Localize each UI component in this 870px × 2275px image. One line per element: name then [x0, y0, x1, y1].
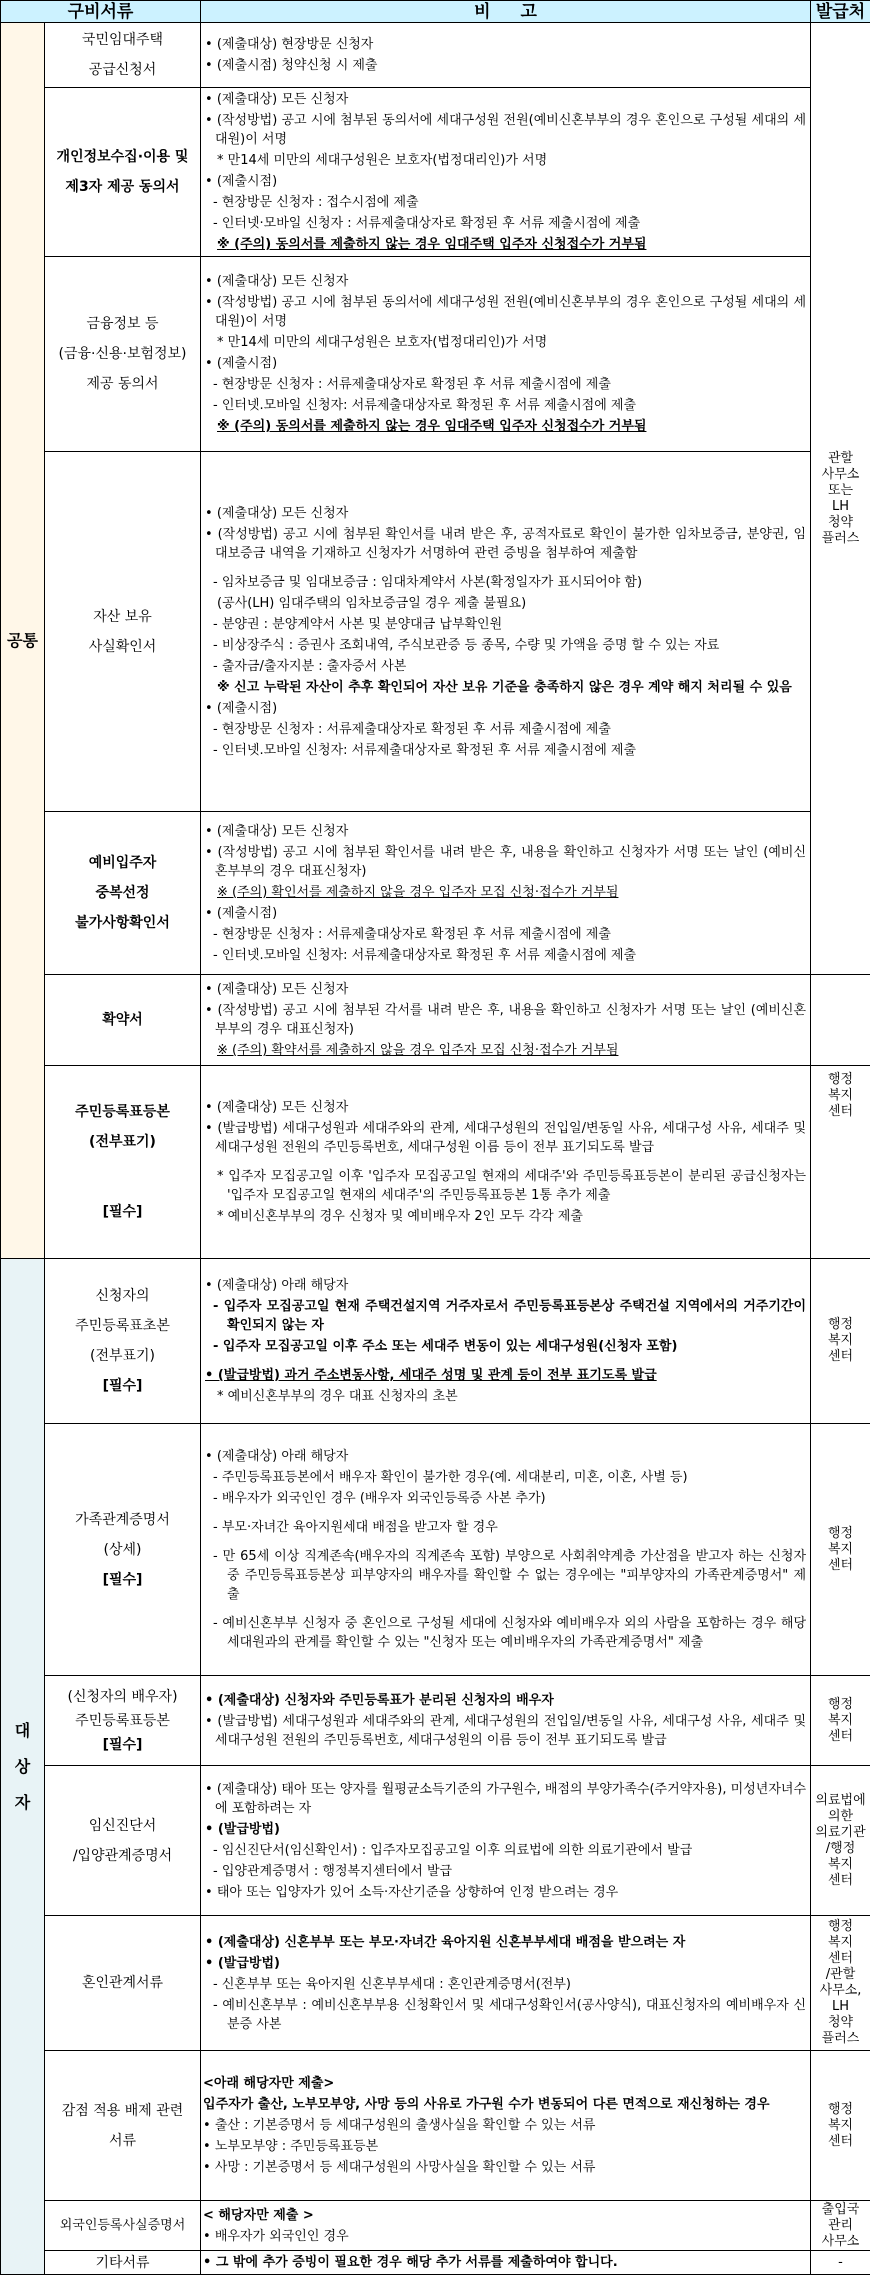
- issuer-none: -: [811, 2251, 870, 2275]
- remark-cell: • (제출대상) 모든 신청자 • (작성방법) 공고 시에 첨부된 동의서에 세대구성원 전원(예비신혼부부의 경우 혼인으로 구성될 세대의 세대원)이 서명 * 만14세 미만의 세대구성원은 보호자(법정대리인)가 서명 • (제출시점) - 현장방문 신청자 : 접수시점에 제출 - 인터넷·모바일 신청자 : 서류제출대상자로 확정된 후 서류 제출시점에 제출 ※ (주의) 동의서를 제출하지 않는 경우 임대주택 입주자 신청접수가 거부됨: [201, 88, 811, 257]
- remark-cell: • 그 밖에 추가 증빙이 필요한 경우 해당 추가 서류를 제출하여야 합니다.: [201, 2251, 811, 2275]
- table-row: [1, 1424, 870, 1676]
- table-row: [1, 2201, 870, 2251]
- doc-name: (신청자의 배우자) 주민등록표등본 [필수]: [45, 1676, 201, 1766]
- table-row: [1, 257, 870, 452]
- remark-cell: • (제출대상) 모든 신청자 • (작성방법) 공고 시에 첨부된 확인서를 내려 받은 후, 내용을 확인하고 신청자가 서명 또는 날인 (예비신혼부부의 경우 대표신청자) ※ (주의) 확인서를 제출하지 않을 경우 입주자 모집 신청·접수가 거부됨 • (제출시점) - 현장방문 신청자 : 서류제출대상자로 확정된 후 서류 제출시점에 제출 - 인터넷.모바일 신청자: 서류제출대상자로 확정된 후 서류 제출시점에 제출: [201, 812, 811, 975]
- issuer-lh: 관할 사무소 또는 LH 청약 플러스: [811, 23, 870, 975]
- table-row: [1, 975, 870, 1066]
- remark-cell: • (제출대상) 태아 또는 양자를 월평균소득기준의 가구원수, 배점의 부양가족수(주거약자용), 미성년자녀수에 포함하려는 자 • (발급방법) - 임신진단서(임신확인서) : 입주자모집공고일 이후 의료법에 의한 의료기관에서 발급 - 입양관계증명서 : 행정복지센터에서 발급 • 태아 또는 입양자가 있어 소득·자산기준을 상향하여 인정 받으려는 경우: [201, 1766, 811, 1916]
- issuer-welfare: 행정 복지 센터: [811, 1259, 870, 1424]
- remark-cell: • (제출대상) 모든 신청자 • (작성방법) 공고 시에 첨부된 확인서를 내려 받은 후, 공적자료로 확인이 불가한 임차보증금, 분양권, 임대보증금 내역을 기재하고 신청자가 서명하여 관련 증빙을 첨부하여 제출함 - 임차보증금 및 임대보증금 : 임대차계약서 사본(확정일자가 표시되어야 함) (공사(LH) 임대주택의 임차보증금일 경우 제출 불필요) - 분양권 : 분양계약서 사본 및 분양대금 납부확인원 - 비상장주식 : 증권사 조회내역, 주식보관증 등 종목, 수량 및 가액을 증명 할 수 있는 자료 - 출자금/출자지분 : 출자증서 사본 ※ 신고 누락된 자산이 추후 확인되어 자산 보유 기준을 충족하지 않은 경우 계약 해지 처리될 수 있음 • (제출시점) - 현장방문 신청자 : 서류제출대상자로 확정된 후 서류 제출시점에 제출 - 인터넷.모바일 신청자: 서류제출대상자로 확정된 후 서류 제출시점에 제출: [201, 452, 811, 812]
- issuer-immigration: 출입국 관리 사무소: [811, 2201, 870, 2251]
- remark-cell: <아래 해당자만 제출> 입주자가 출산, 노부모부양, 사망 등의 사유로 가구원 수가 변동되어 다른 면적으로 재신청하는 경우 • 출산 : 기본증명서 등 세대구성원의 출생사실을 확인할 수 있는 서류 • 노부모부양 : 주민등록표등본 • 사망 : 기본증명서 등 세대구성원의 사망사실을 확인할 수 있는 서류: [201, 2051, 811, 2201]
- header-issuer: 발급처: [811, 1, 870, 23]
- issuer-empty: [811, 975, 870, 1066]
- table-row: [1, 1916, 870, 2051]
- doc-name: 예비입주자 중복선정 불가사항확인서: [45, 812, 201, 975]
- group-common-label: 공통: [7, 623, 38, 659]
- table-row: [1, 23, 870, 88]
- remark-cell: • (제출대상) 모든 신청자 • (작성방법) 공고 시에 첨부된 각서를 내려 받은 후, 내용을 확인하고 신청자가 서명 또는 날인 (예비신혼부부의 경우 대표신청자) ※ (주의) 확약서를 제출하지 않을 경우 입주자 모집 신청·접수가 거부됨: [201, 975, 811, 1066]
- remark-cell: • (제출대상) 아래 해당자 - 주민등록표등본에서 배우자 확인이 불가한 경우(예. 세대분리, 미혼, 이혼, 사별 등) - 배우자가 외국인인 경우 (배우자 외국인등록증 사본 추가) - 부모·자녀간 육아지원세대 배점을 받고자 할 경우 - 만 65세 이상 직계존속(배우자의 직계존속 포함) 부양으로 사회취약계층 가산점을 받고자 하는 신청자 중 주민등록표등본상 피부양자의 배우자를 확인할 수 없는 경우에는 "피부양자의 가족관계증명서" 제출 - 예비신혼부부 신청자 중 혼인으로 구성될 세대에 신청자와 예비배우자 외의 사람을 포함하는 경우 해당 세대원과의 관계를 확인할 수 있는 "신청자 또는 예비배우자의 가족관계증명서" 제출: [201, 1424, 811, 1676]
- remark-cell: • (제출대상) 신혼부부 또는 부모·자녀간 육아지원 신혼부부세대 배점을 받으려는 자 • (발급방법) - 신혼부부 또는 육아지원 신혼부부세대 : 혼인관계증명서(전부) - 예비신혼부부 : 예비신혼부부용 신청확인서 및 세대구성확인서(공사양식), 대표신청자의 예비배우자 신분증 사본: [201, 1916, 811, 2051]
- remark-cell: • (제출대상) 아래 해당자 - 입주자 모집공고일 현재 주택건설지역 거주자로서 주민등록표등본상 주택건설 지역에서의 거주기간이 확인되지 않는 자 - 입주자 모집공고일 이후 주소 또는 세대주 변동이 있는 세대구성원(신청자 포함) • (발급방법) 과거 주소변동사항, 세대주 성명 및 관계 등이 전부 표기도록 발급 * 예비신혼부부의 경우 대표 신청자의 초본: [201, 1259, 811, 1424]
- doc-name: 외국인등록사실증명서: [45, 2201, 201, 2251]
- doc-name: 주민등록표등본 (전부표기) [필수]: [45, 1066, 201, 1259]
- doc-name: 자산 보유 사실확인서: [45, 452, 201, 812]
- table-row: [1, 812, 870, 975]
- doc-name: 개인정보수집·이용 및 제3자 제공 동의서: [45, 88, 201, 257]
- doc-name: 국민임대주택 공급신청서: [45, 23, 201, 88]
- header-documents: 구비서류: [1, 1, 201, 23]
- remark-cell: • (제출대상) 현장방문 신청자 • (제출시점) 청약신청 시 제출: [201, 23, 811, 88]
- table-row: [1, 1676, 870, 1766]
- issuer-welfare: 행정 복지 센터: [811, 1066, 870, 1259]
- remark-cell: • (제출대상) 모든 신청자 • (작성방법) 공고 시에 첨부된 동의서에 세대구성원 전원(예비신혼부부의 경우 혼인으로 구성될 세대의 세대원)이 서명 * 만14세 미만의 세대구성원은 보호자(법정대리인)가 서명 • (제출시점) - 현장방문 신청자 : 서류제출대상자로 확정된 후 서류 제출시점에 제출 - 인터넷.모바일 신청자: 서류제출대상자로 확정된 후 서류 제출시점에 제출 ※ (주의) 동의서를 제출하지 않는 경우 임대주택 입주자 신청접수가 거부됨: [201, 257, 811, 452]
- doc-name: 금융정보 등 (금융·신용·보험정보) 제공 동의서: [45, 257, 201, 452]
- doc-name: 감점 적용 배제 관련 서류: [45, 2051, 201, 2201]
- table-row: [1, 1259, 870, 1424]
- table-header-row: [1, 1, 870, 23]
- group-common: [1, 23, 45, 1259]
- doc-name: 신청자의 주민등록표초본 (전부표기) [필수]: [45, 1259, 201, 1424]
- table-row: [1, 2251, 870, 2275]
- doc-name: 기타서류: [45, 2251, 201, 2275]
- remark-cell: • (제출대상) 신청자와 주민등록표가 분리된 신청자의 배우자 • (발급방법) 세대구성원과 세대주와의 관계, 세대구성원의 전입일/변동일 사유, 세대구성 사유, 세대주 및 세대구성원 전원의 주민등록번호, 세대구성원의 이름 등이 전부 표기되도록 발급: [201, 1676, 811, 1766]
- issuer-marriage: 행정 복지 센터 /관할 사무소, LH 청약 플러스: [811, 1916, 870, 2051]
- doc-name: 확약서: [45, 975, 201, 1066]
- doc-name: 혼인관계서류: [45, 1916, 201, 2051]
- doc-name: 가족관계증명서 (상세) [필수]: [45, 1424, 201, 1676]
- issuer-welfare: 행정 복지 센터: [811, 2051, 870, 2201]
- issuer-pregnancy: 의료법에 의한 의료기관 /행정 복지 센터: [811, 1766, 870, 1916]
- issuer-welfare: 행정 복지 센터: [811, 1676, 870, 1766]
- table-row: [1, 1766, 870, 1916]
- issuer-welfare: 행정 복지 센터: [811, 1424, 870, 1676]
- doc-name: 임신진단서 /입양관계증명서: [45, 1766, 201, 1916]
- table-row: [1, 88, 870, 257]
- remark-cell: < 해당자만 제출 > • 배우자가 외국인인 경우: [201, 2201, 811, 2251]
- table-row: [1, 1066, 870, 1259]
- remark-cell: • (제출대상) 모든 신청자 • (발급방법) 세대구성원과 세대주와의 관계, 세대구성원의 전입일/변동일 사유, 세대구성 사유, 세대주 및 세대구성원 전원의 주민등록번호, 세대구성원 이름 등이 전부 표기되도록 발급 * 입주자 모집공고일 이후 '입주자 모집공고일 현재의 세대주'와 주민등록표등본이 분리된 공급신청자는 '입주자 모집공고일 현재의 세대주'의 주민등록표등본 1통 추가 제출 * 예비신혼부부의 경우 신청자 및 예비배우자 2인 모두 각각 제출: [201, 1066, 811, 1259]
- table-row: [1, 2051, 870, 2201]
- table-row: [1, 452, 870, 812]
- group-target: 대 상 자: [1, 1259, 45, 2275]
- header-remarks: 비고: [201, 1, 811, 23]
